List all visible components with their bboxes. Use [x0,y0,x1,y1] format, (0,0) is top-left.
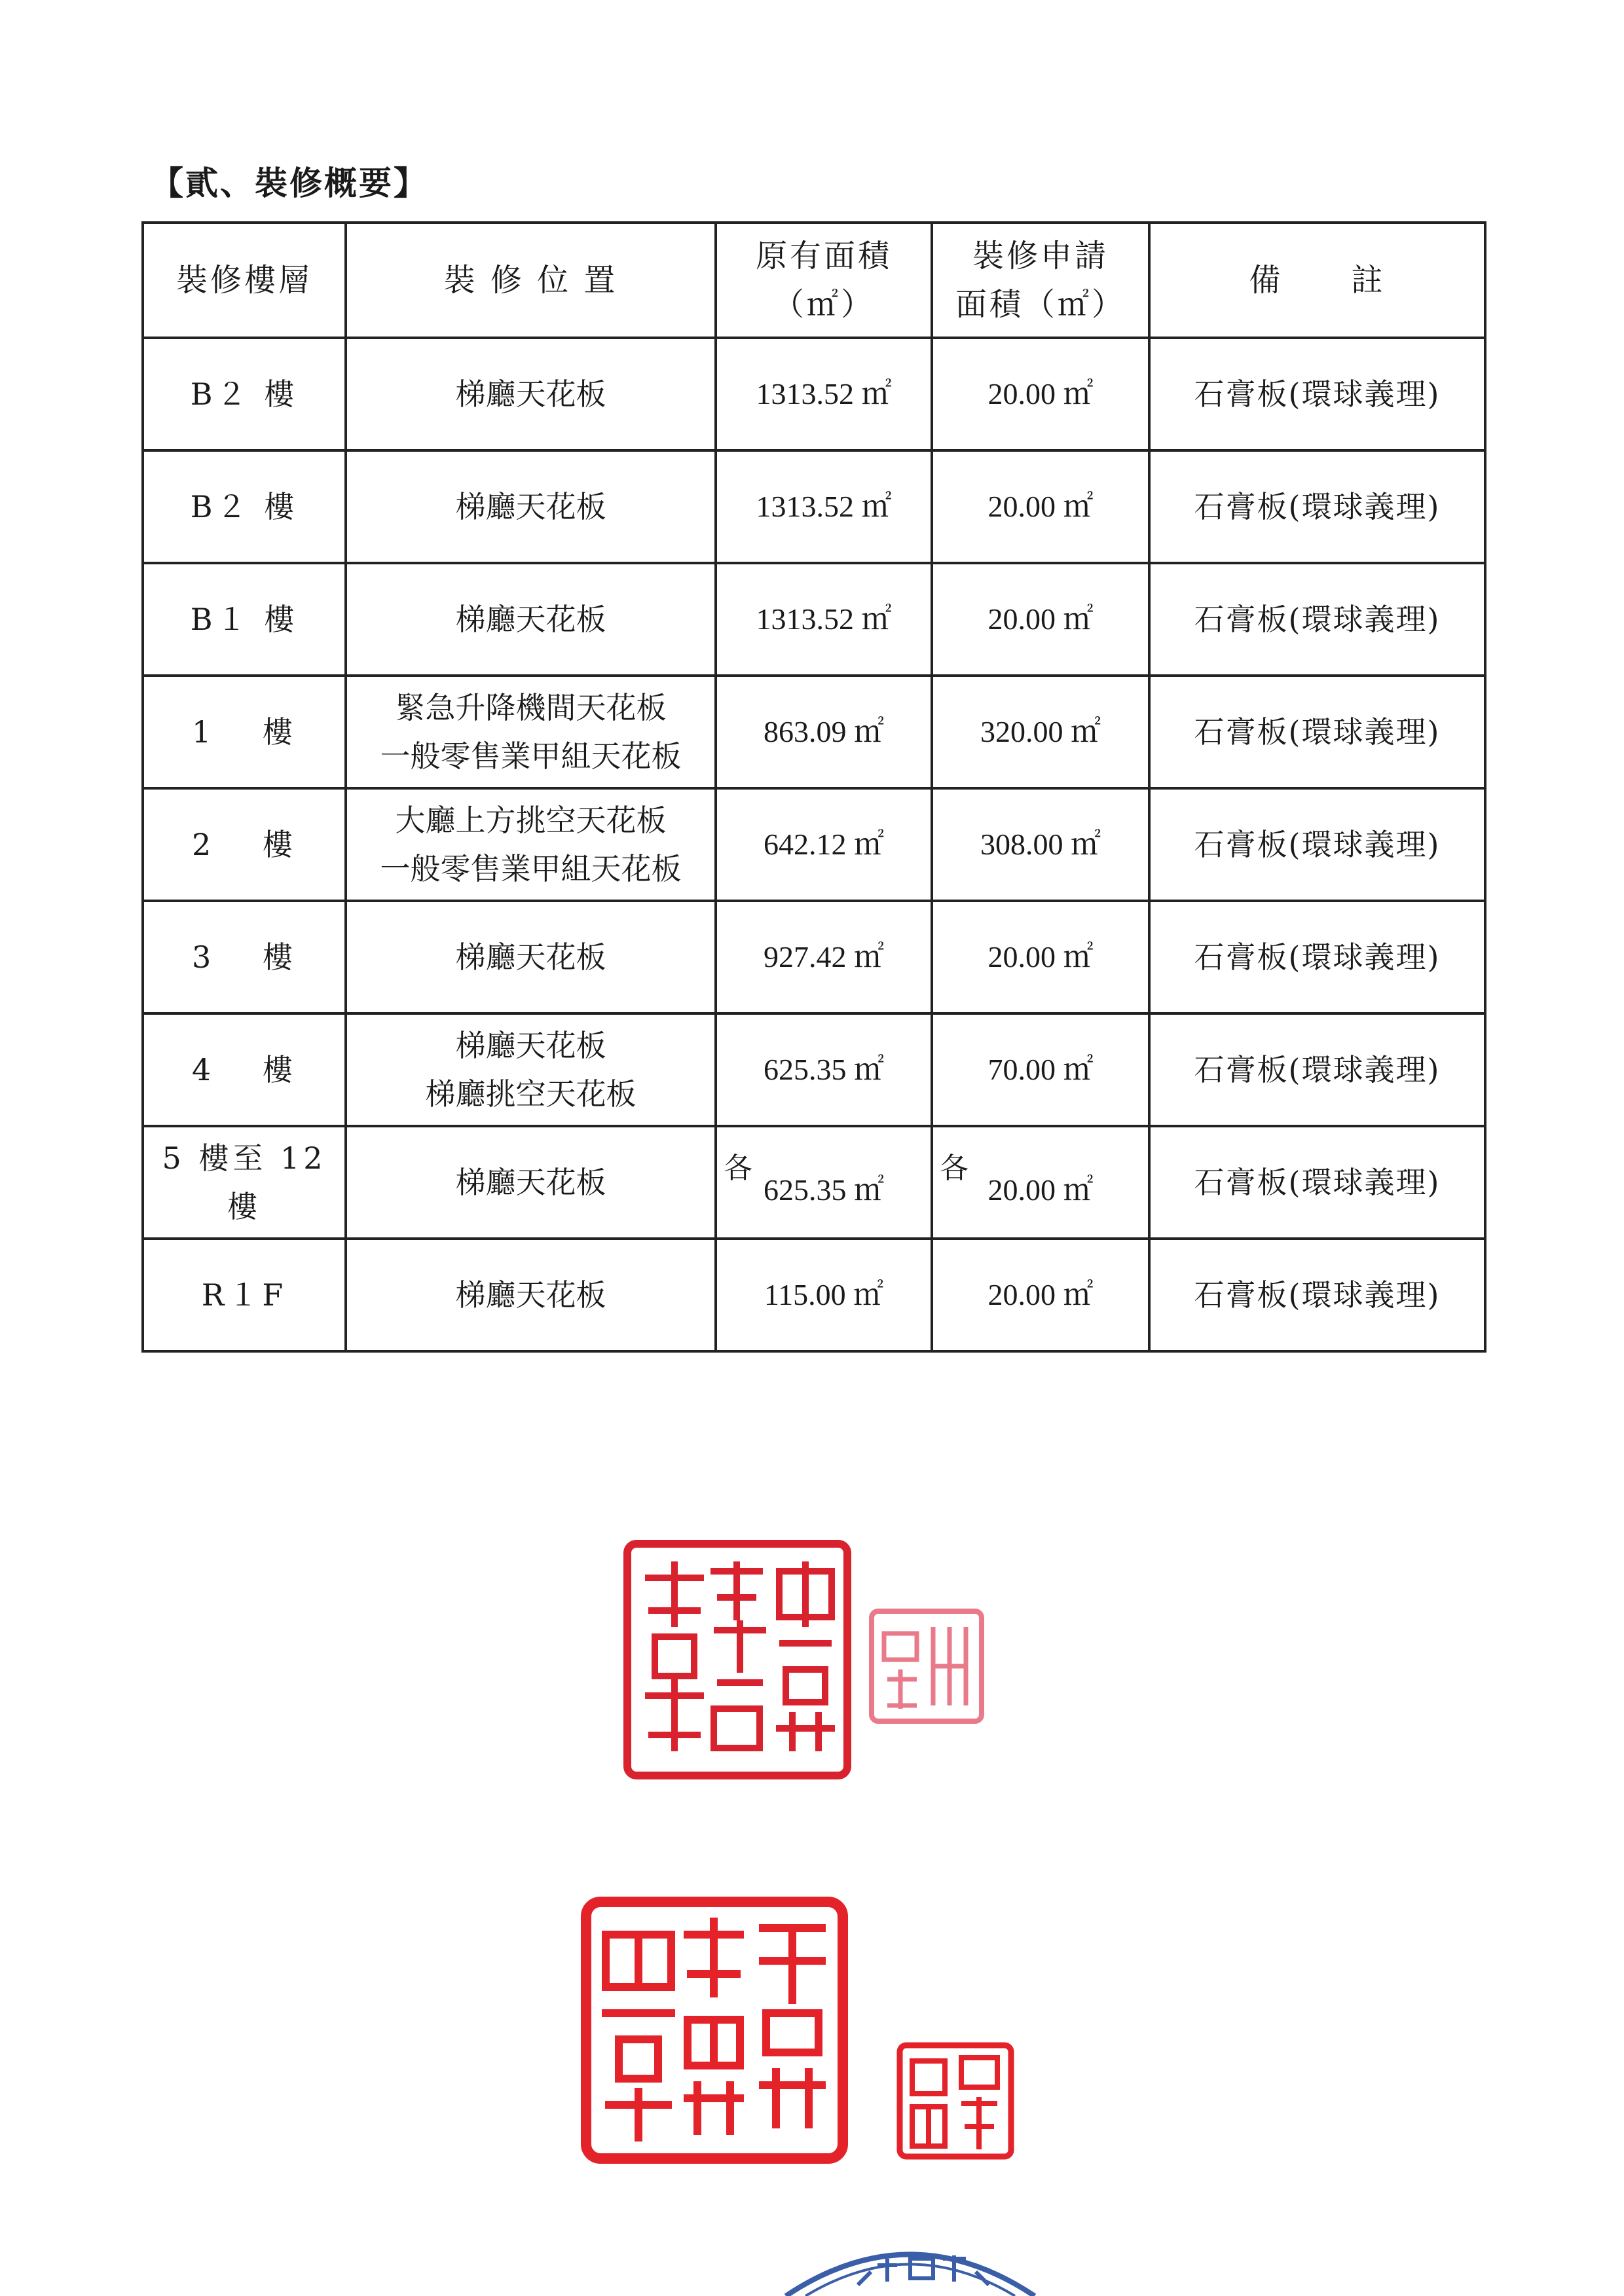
table-row [143,676,1485,788]
cell-original-area [716,788,932,901]
original-area-value: 863.09 ㎡ [764,715,884,748]
header-applied-area-line1: 裝修申請 [972,238,1109,274]
cell-applied-area [932,676,1149,788]
original-area-value: 1313.52 ㎡ [756,377,892,410]
position-line: 梯廳挑空天花板 [425,1076,637,1112]
position-line: 梯廳天花板 [455,1277,606,1313]
department-seal [779,2239,1041,2296]
original-area-value: 1313.52 ㎡ [756,602,892,636]
position-line: 大廳上方挑空天花板 [395,803,667,838]
table-row [143,338,1485,450]
header-applied-area [932,223,1149,338]
cell-note: 石膏板(環球義理) [1149,676,1485,788]
cell-note: 石膏板(環球義理) [1149,1013,1485,1126]
cell-position [346,1239,716,1351]
table-row [143,901,1485,1013]
cell-position [346,901,716,1013]
header-original-area [716,223,932,338]
applied-area-value: 20.00 ㎡ [987,602,1094,636]
cell-applied-area [932,338,1149,450]
header-applied-area-line2: 面積（㎡） [955,286,1126,323]
table-row [143,1239,1485,1351]
cell-note: 石膏板(環球義理) [1149,1239,1485,1351]
architect-firm-seal [622,1539,853,1781]
each-mark: 各 [940,1152,969,1184]
header-original-area-line2: （㎡） [772,286,875,323]
cell-floor: 3 樓 [143,901,346,1013]
cell-position [346,788,716,901]
cell-note: 石膏板(環球義理) [1149,1126,1485,1239]
table-row [143,788,1485,901]
cell-position [346,450,716,563]
header-note: 備 註 [1149,223,1485,338]
cell-position [346,1126,716,1239]
applied-area-value: 20.00 ㎡ [987,1278,1094,1311]
cell-floor: B１ 樓 [143,563,346,676]
applied-area-value: 20.00 ㎡ [987,1173,1094,1207]
position-line: 梯廳天花板 [455,1028,606,1063]
header-floor: 裝修樓層 [143,223,346,338]
original-area-value: 115.00 ㎡ [764,1278,884,1311]
cell-position [346,563,716,676]
applied-area-value: 308.00 ㎡ [980,828,1101,861]
table-row [143,1013,1485,1126]
cell-position [346,676,716,788]
cell-position [346,1013,716,1126]
position-line: 緊急升降機間天花板 [395,690,667,725]
original-area-value: 625.35 ㎡ [764,1053,884,1086]
original-area-value: 625.35 ㎡ [764,1173,884,1207]
table-header-row [143,223,1485,338]
table-row [143,1126,1485,1239]
table-body [143,338,1485,1351]
original-area-value: 1313.52 ㎡ [756,490,892,523]
applied-area-value: 70.00 ㎡ [987,1053,1094,1086]
section-title: 【貳、裝修概要】 [151,164,428,202]
position-line: 梯廳天花板 [455,376,606,412]
cell-original-area [716,338,932,450]
applied-area-value: 20.00 ㎡ [987,490,1094,523]
cell-floor: 5 樓至 12 樓 [143,1126,346,1239]
cell-applied-area [932,1126,1149,1239]
each-mark: 各 [724,1152,752,1184]
header-position: 裝 修 位 置 [346,223,716,338]
position-line: 梯廳天花板 [455,602,606,637]
cell-original-area [716,1126,932,1239]
cell-position [346,338,716,450]
cell-floor: 4 樓 [143,1013,346,1126]
cell-note: 石膏板(環球義理) [1149,338,1485,450]
table-row [143,450,1485,563]
header-original-area-line1: 原有面積 [755,238,892,274]
table-row [143,563,1485,676]
applied-area-value: 20.00 ㎡ [987,940,1094,974]
cell-applied-area [932,901,1149,1013]
cell-original-area [716,1239,932,1351]
position-line: 梯廳天花板 [455,1165,606,1200]
architect-personal-seal [868,1607,986,1725]
cell-original-area [716,901,932,1013]
position-line: 一般零售業甲組天花板 [380,851,682,886]
cell-applied-area [932,1239,1149,1351]
cell-floor: 1 樓 [143,676,346,788]
cell-original-area [716,1013,932,1126]
cell-original-area [716,450,932,563]
company-seal [580,1895,849,2165]
cell-applied-area [932,788,1149,901]
cell-note: 石膏板(環球義理) [1149,450,1485,563]
applied-area-value: 320.00 ㎡ [980,715,1101,748]
original-area-value: 642.12 ㎡ [764,828,884,861]
cell-floor: 2 樓 [143,788,346,901]
cell-applied-area [932,450,1149,563]
cell-original-area [716,676,932,788]
cell-original-area [716,563,932,676]
cell-applied-area [932,1013,1149,1126]
cell-applied-area [932,563,1149,676]
renovation-summary-table [141,221,1486,1353]
cell-floor: R１F [143,1239,346,1351]
cell-note: 石膏板(環球義理) [1149,563,1485,676]
representative-seal [896,2041,1015,2160]
cell-note: 石膏板(環球義理) [1149,901,1485,1013]
cell-floor: B２ 樓 [143,338,346,450]
position-line: 梯廳天花板 [455,939,606,975]
position-line: 梯廳天花板 [455,489,606,524]
original-area-value: 927.42 ㎡ [764,940,884,974]
applied-area-value: 20.00 ㎡ [987,377,1094,410]
cell-note: 石膏板(環球義理) [1149,788,1485,901]
position-line: 一般零售業甲組天花板 [380,738,682,774]
cell-floor: B２ 樓 [143,450,346,563]
